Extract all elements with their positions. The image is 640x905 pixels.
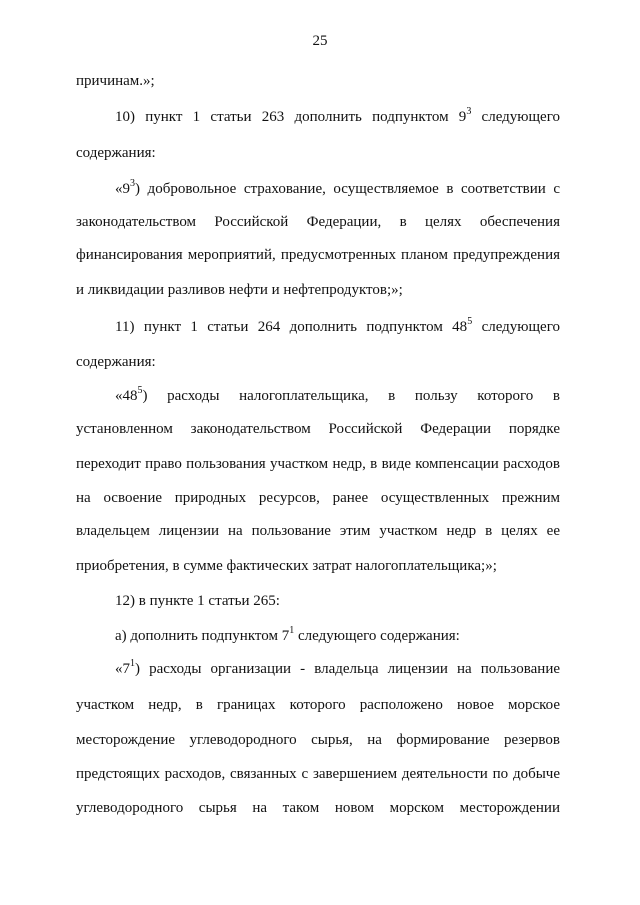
text-line: причинам.»;	[76, 73, 155, 89]
text-line: предстоящих расходов, связанных с завершением деятельности по добыче	[76, 766, 560, 782]
text-line: законодательством Российской Федерации, в целях обеспечения	[76, 214, 560, 230]
text-line: «$48^5$) расходы налогоплательщика, в пользу которого в	[115, 385, 560, 404]
text-line: «$7^1$) расходы организации - владельца лицензии на пользование	[115, 658, 560, 677]
text-line: месторождение углеводородного сырья, на формирование резервов	[76, 732, 560, 748]
page-number: 25	[312, 33, 328, 49]
text-line: владельцем лицензии на пользование этим участком недр в целях ее	[76, 523, 560, 539]
text-line: участком недр, в границах которого расположено новое морское	[76, 697, 560, 713]
text-line: содержания:	[76, 145, 156, 161]
text-line: 11) пункт 1 статьи 264 дополнить подпунктом $48^5$ следующего	[115, 316, 560, 335]
text-line: а) дополнить подпунктом $7^1$ следующего содержания:	[115, 625, 460, 644]
text-line: финансирования мероприятий, предусмотренных планом предупреждения	[76, 247, 560, 263]
text-line: и ликвидации разливов нефти и нефтепродуктов;»;	[76, 282, 403, 298]
text-line: приобретения, в сумме фактических затрат налогоплательщика;»;	[76, 558, 497, 574]
text-line: углеводородного сырья на таком новом морском месторождении	[76, 800, 560, 816]
text-line: 12) в пункте 1 статьи 265:	[115, 593, 280, 609]
text-line: установленном законодательством Российской Федерации порядке	[76, 421, 560, 437]
text-line: 10) пункт 1 статьи 263 дополнить подпунктом $9^3$ следующего	[115, 106, 560, 125]
text-line: переходит право пользования участком недр, в виде компенсации расходов	[76, 456, 560, 472]
text-line: «$9^3$) добровольное страхование, осуществляемое в соответствии с	[115, 178, 560, 197]
text-line: содержания:	[76, 354, 156, 370]
text-line: на освоение природных ресурсов, ранее осуществленных прежним	[76, 490, 560, 506]
